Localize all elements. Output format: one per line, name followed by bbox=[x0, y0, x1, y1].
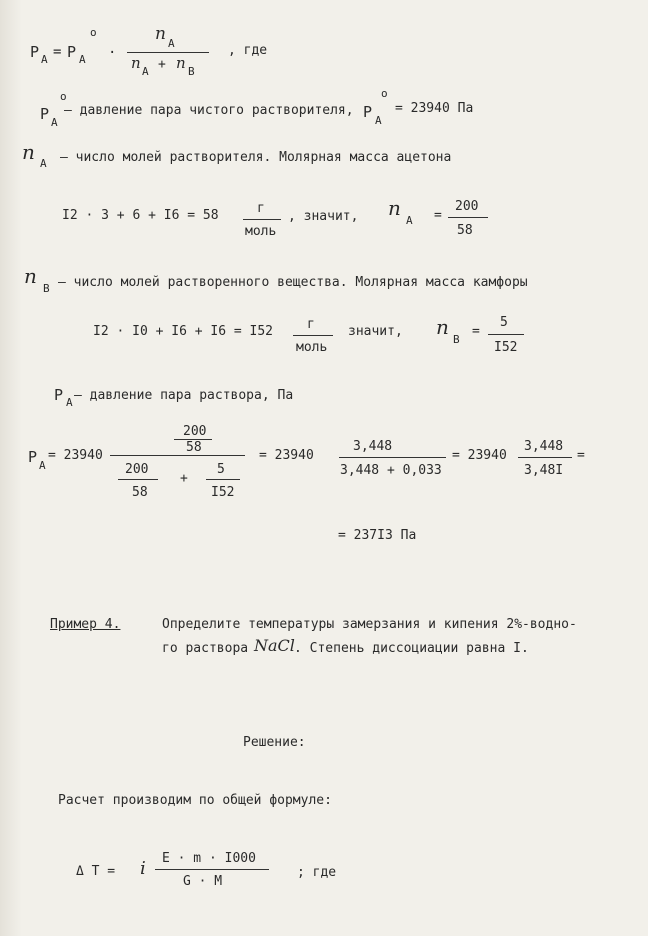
unit-denominator: моль bbox=[245, 224, 277, 239]
equals-sign: = bbox=[472, 324, 480, 339]
plus-sign: + bbox=[180, 471, 188, 486]
symbol-p: P bbox=[363, 103, 373, 121]
expression: I2 · 3 + 6 + I6 = 58 bbox=[62, 208, 219, 223]
fraction-bar bbox=[127, 52, 209, 53]
step2-bar bbox=[339, 457, 446, 458]
definition-text: – число молей растворенного вещества. Молярная масса камфоры bbox=[58, 275, 528, 290]
symbol-p: P bbox=[40, 105, 50, 123]
symbol-p: P bbox=[67, 43, 77, 61]
subscript-a: A bbox=[39, 459, 46, 472]
superscript-o: о bbox=[90, 26, 97, 39]
example-text-line2: го раствора bbox=[162, 641, 249, 656]
equals-sign: = bbox=[434, 208, 442, 223]
symbol-n: n bbox=[176, 54, 186, 72]
definition-text: – число молей растворителя. Молярная масса ацетона bbox=[60, 150, 452, 165]
symbol-n: n bbox=[155, 24, 166, 44]
solution-heading: Решение: bbox=[243, 735, 306, 750]
subscript-a: A bbox=[66, 396, 73, 409]
formula-numerator: E · m · I000 bbox=[162, 851, 256, 866]
unit-numerator: г bbox=[257, 201, 265, 216]
where-text: , где bbox=[228, 43, 268, 58]
plus-sign: + bbox=[158, 57, 166, 72]
fraction-numerator: 5 bbox=[500, 315, 508, 330]
fraction-numerator: 200 bbox=[455, 199, 479, 214]
step2-value: = 23940 bbox=[259, 448, 314, 463]
example-text-line1: Определите температуры замерзания и кипения 2%-водно- bbox=[162, 617, 577, 632]
term1-denominator: 58 bbox=[132, 485, 148, 500]
subscript-a: A bbox=[51, 116, 58, 129]
term1-numerator: 200 bbox=[125, 462, 149, 477]
subscript-a: A bbox=[142, 65, 149, 78]
scan-edge-shadow bbox=[0, 0, 22, 936]
fraction-bar bbox=[243, 219, 281, 220]
symbol-n: n bbox=[24, 264, 37, 288]
subscript-b: B bbox=[43, 282, 50, 295]
main-fraction-bar bbox=[110, 455, 245, 456]
lhs-value: = 23940 bbox=[48, 448, 103, 463]
subscript-a: A bbox=[41, 53, 48, 66]
fraction-bar bbox=[488, 334, 524, 335]
subscript-a: A bbox=[79, 53, 86, 66]
delta-t-lhs: Δ T = bbox=[76, 864, 116, 879]
step3-denominator: 3,48I bbox=[524, 463, 564, 478]
subscript-a: A bbox=[40, 157, 47, 170]
symbol-n: n bbox=[22, 140, 35, 164]
step2-numerator: 3,448 bbox=[353, 439, 393, 454]
expression: I2 · I0 + I6 + I6 = I52 bbox=[93, 324, 274, 339]
subscript-b: B bbox=[453, 333, 460, 346]
general-formula-intro: Расчет производим по общей формуле: bbox=[58, 793, 332, 808]
superscript-o: о bbox=[381, 87, 388, 100]
so-text: значит, bbox=[348, 324, 403, 339]
definition-text: – давление пара чистого растворителя, bbox=[64, 103, 354, 118]
symbol-p: P bbox=[30, 43, 40, 61]
term2-numerator: 5 bbox=[217, 462, 225, 477]
fraction-bar bbox=[293, 335, 333, 336]
fraction-denominator: 58 bbox=[457, 223, 473, 238]
nacl-formula: NaCl bbox=[254, 636, 295, 655]
fraction-bar bbox=[448, 217, 488, 218]
unit-numerator: г bbox=[307, 317, 315, 332]
symbol-n: n bbox=[131, 54, 141, 72]
subscript-b: B bbox=[188, 65, 195, 78]
symbol-p: P bbox=[54, 386, 64, 404]
term2-bar bbox=[206, 479, 240, 480]
step3-numerator: 3,448 bbox=[524, 439, 564, 454]
formula-denominator: G · M bbox=[183, 874, 223, 889]
result-value: = 237I3 Па bbox=[338, 528, 417, 543]
definition-text: – давление пара раствора, Па bbox=[74, 388, 294, 403]
example-label: Пример 4. bbox=[50, 617, 121, 632]
step3-bar bbox=[518, 457, 572, 458]
formula-fraction-bar bbox=[155, 869, 269, 870]
dot-operator: · bbox=[108, 45, 117, 61]
step3-value: = 23940 bbox=[452, 448, 507, 463]
superscript-o: о bbox=[60, 90, 67, 103]
term2-denominator: I52 bbox=[211, 485, 235, 500]
where-text: ; где bbox=[297, 865, 337, 880]
term1-bar bbox=[118, 479, 158, 480]
vant-hoff-factor: i bbox=[140, 858, 146, 879]
step2-denominator: 3,448 + 0,033 bbox=[340, 463, 442, 478]
inner-denominator: 58 bbox=[186, 440, 202, 455]
subscript-a: A bbox=[406, 214, 413, 227]
equals-sign: = bbox=[577, 448, 585, 463]
pressure-value: = 23940 Па bbox=[395, 101, 474, 116]
so-text: , значит, bbox=[288, 209, 359, 224]
subscript-a: A bbox=[168, 37, 175, 50]
symbol-n: n bbox=[388, 196, 401, 220]
symbol-n: n bbox=[436, 315, 449, 339]
equals-sign: = bbox=[53, 44, 62, 60]
symbol-p: P bbox=[28, 448, 38, 466]
inner-numerator: 200 bbox=[183, 424, 207, 439]
unit-denominator: моль bbox=[296, 340, 328, 355]
subscript-a: A bbox=[375, 114, 382, 127]
fraction-denominator: I52 bbox=[494, 340, 518, 355]
example-text-line2-end: . Степень диссоциации равна I. bbox=[294, 641, 529, 656]
